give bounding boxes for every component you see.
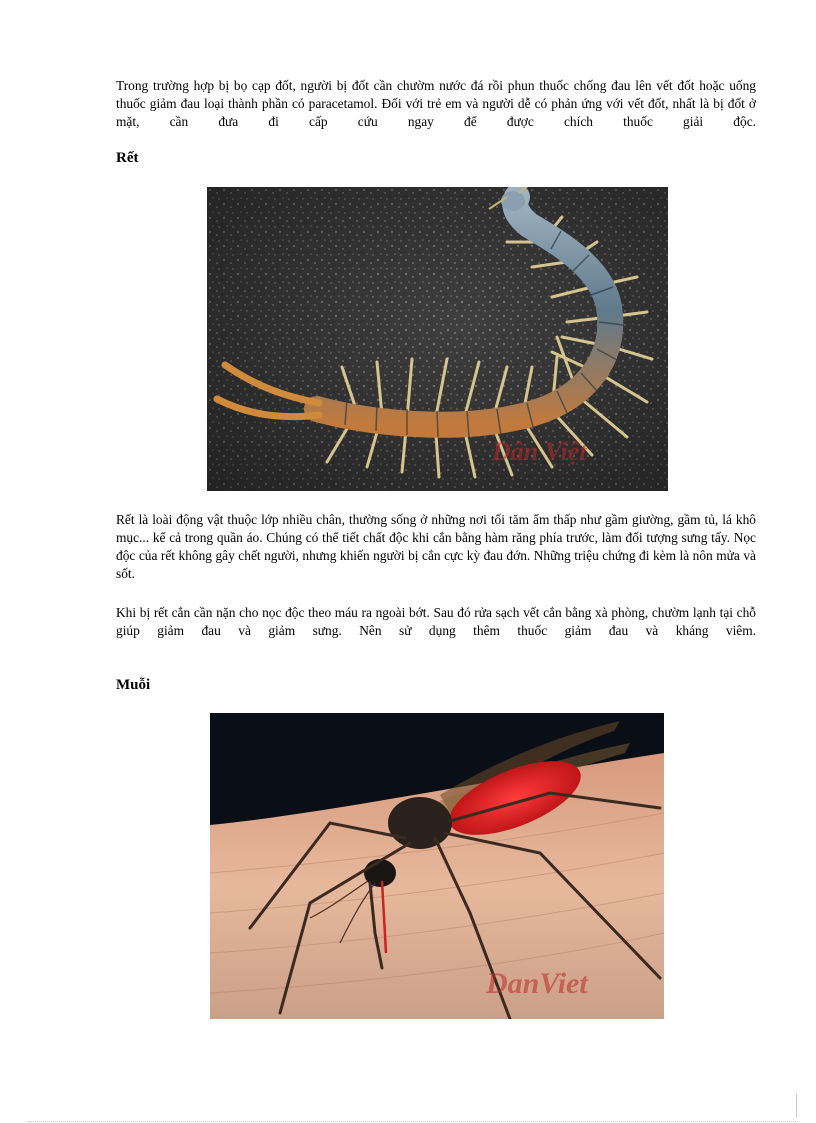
centipede-paragraph-2: Khi bị rết cắn cần nặn cho nọc độc theo máu ra ngoài bớt. Sau đó rửa sạch vết cắn bằng xà phòng, chườm lạnh tại chỗ giúp giảm đau và giảm sưng. Nên sử dụng thêm thuốc giảm đau và kháng viêm.	[116, 605, 756, 638]
mosquito-image	[210, 713, 664, 1019]
intro-paragraph: Trong trường hợp bị bọ cạp đốt, người bị đốt cần chườm nước đá rồi phun thuốc chống đau lên vết đốt hoặc uống thuốc giảm đau loại thành phần có paracetamol. Đối với trẻ em và người dễ có phản ứng với vết đốt, nhất là bị đốt ở mặt, cần đưa đi cấp cứu ngay để được chích thuốc giải độc.	[116, 78, 756, 129]
mosquito-heading: Muỗi	[116, 677, 151, 693]
page-corner-mark	[796, 1094, 809, 1118]
centipede-heading: Rết	[116, 150, 139, 166]
mosquito-watermark: DanViet	[486, 967, 588, 1000]
mosquito-photo	[210, 713, 664, 1019]
centipede-photo	[207, 187, 668, 491]
page-bottom-border	[28, 1121, 798, 1122]
centipede-paragraph-1: Rết là loài động vật thuộc lớp nhiều chân, thường sống ở những nơi tối tăm ẩm thấp như gầm giường, gầm tủ, lá khô mục... kể cả trong quần áo. Chúng có thể tiết chất độc khi cắn bằng hàm răng phía trước, làm đối tượng sưng tấy. Nọc độc của rết không gây chết người, nhưng khiến người bị cắn cực kỳ đau đớn. Những triệu chứng đi kèm là nôn mửa và sốt.	[116, 512, 756, 581]
centipede-image	[207, 187, 668, 491]
centipede-watermark: Dân Việt	[492, 437, 587, 466]
